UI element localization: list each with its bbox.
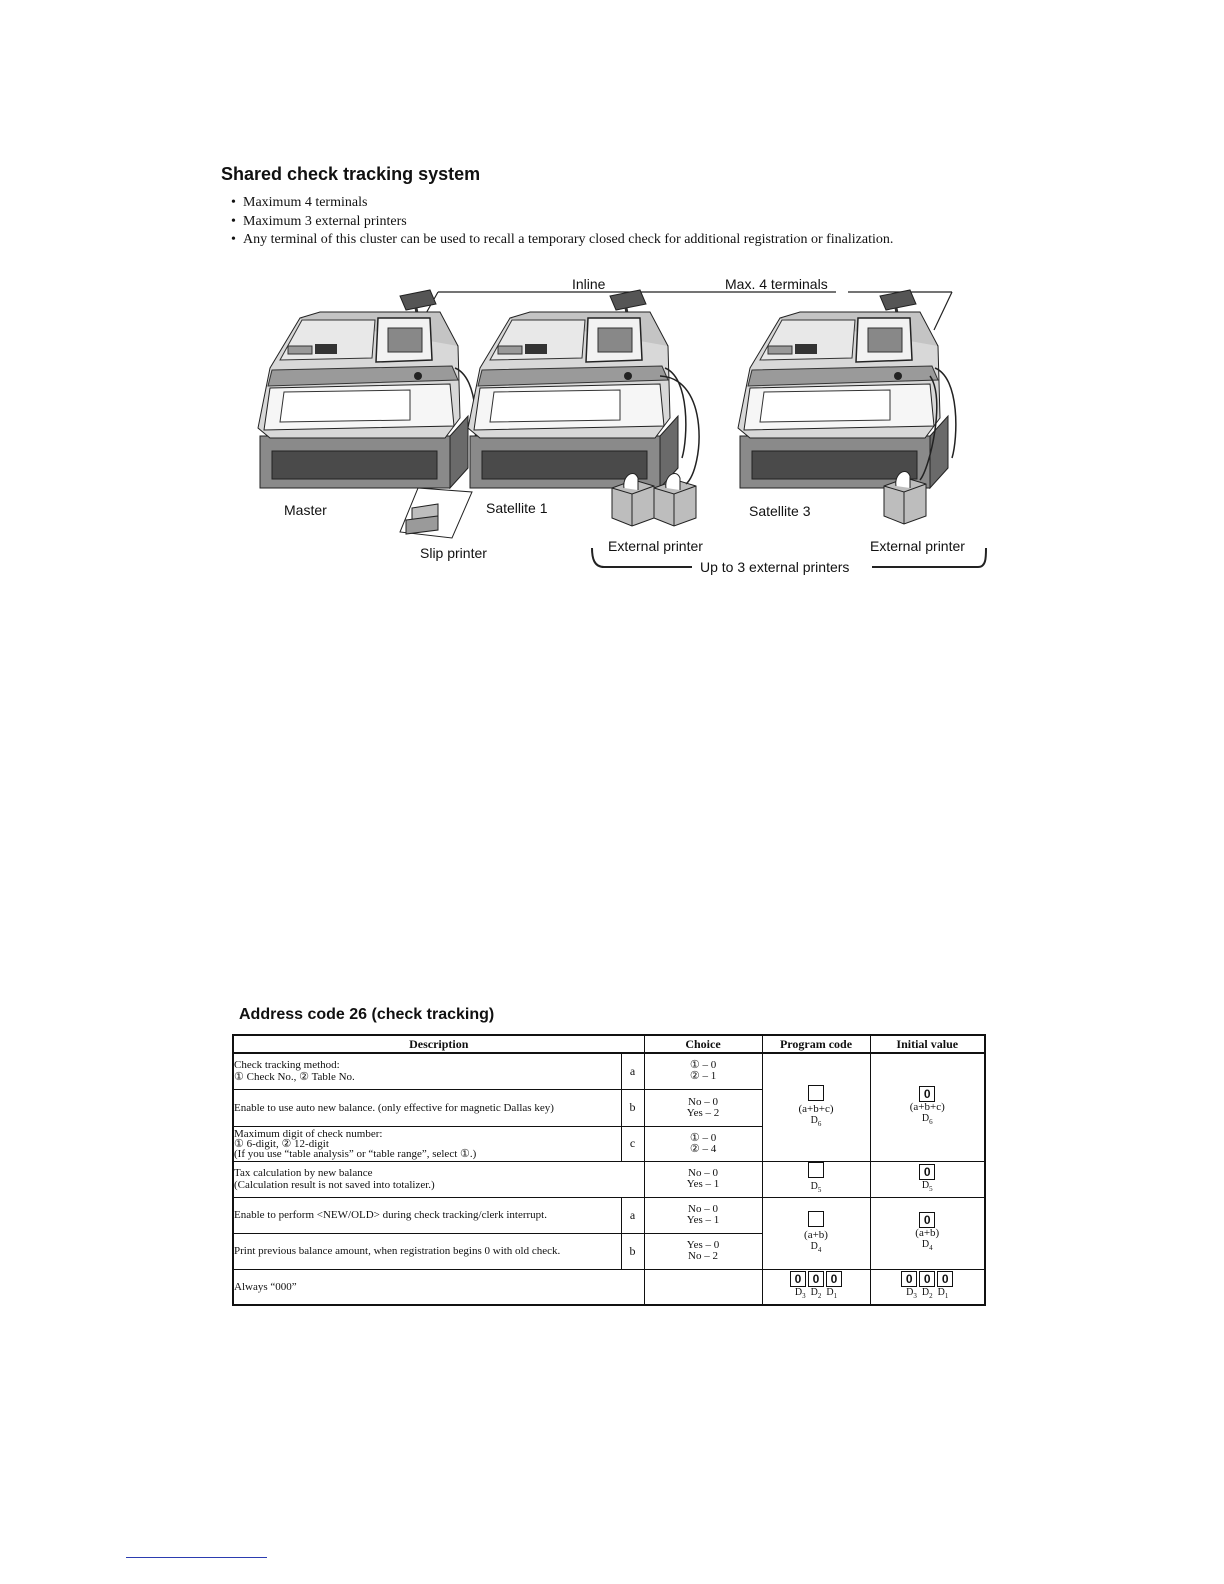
bullet-item: • Maximum 3 external printers: [231, 213, 893, 232]
slip-printer-icon: [400, 488, 472, 538]
row-description: Tax calculation by new balance (Calculation result is not saved into totalizer.): [233, 1161, 644, 1197]
program-code-d5: $D_5$: [762, 1161, 870, 1197]
address-code-table: [232, 1034, 986, 1306]
inline-label: Inline: [572, 276, 606, 292]
table-row: [233, 1161, 985, 1197]
external-printer-label: External printer: [870, 538, 965, 554]
master-terminal: [258, 290, 476, 488]
program-code-d4: (a+b) $D_4$: [762, 1197, 870, 1269]
satellite1-label: Satellite 1: [486, 500, 548, 516]
table-row: [233, 1197, 985, 1233]
row-choice: No – 0 Yes – 2: [644, 1089, 762, 1126]
row-choice: Yes – 0 No – 2: [644, 1233, 762, 1269]
header-initial-value: Initial value: [870, 1035, 985, 1053]
initial-value-d6: 0 (a+b+c) $D_6$: [870, 1053, 985, 1161]
max-terminals-label: Max. 4 terminals: [725, 276, 828, 292]
network-diagram: [240, 268, 990, 580]
table-header-row: [233, 1035, 985, 1053]
satellite3-terminal: [738, 290, 956, 488]
row-letter: b: [621, 1089, 644, 1126]
initial-value-d5: 0 $D_5$: [870, 1161, 985, 1197]
table-row: [233, 1053, 985, 1089]
section-title-shared-check: Shared check tracking system: [221, 164, 481, 184]
program-digit-box: [808, 1085, 824, 1101]
header-program-code: Program code: [762, 1035, 870, 1053]
slip-printer-label: Slip printer: [420, 545, 487, 561]
row-choice: No – 0 Yes – 1: [644, 1197, 762, 1233]
feature-bullet-list: [231, 194, 893, 250]
program-digit-box: [808, 1211, 824, 1227]
row-description: Maximum digit of check number: ① 6-digit, ② 12-digit (If you use “table analysis” or “table range”, select ①.): [233, 1126, 621, 1161]
row-letter: a: [621, 1053, 644, 1089]
row-description: Print previous balance amount, when registration begins 0 with old check.: [233, 1233, 621, 1269]
row-description: Enable to perform <NEW/OLD> during check tracking/clerk interrupt.: [233, 1197, 621, 1233]
footer-link-underline: [126, 1557, 267, 1558]
row-choice: No – 0 Yes – 1: [644, 1161, 762, 1197]
program-code-d3-d1: 0 0 0 $D_3$ $D_2$ $D_1$: [762, 1269, 870, 1305]
row-description: Enable to use auto new balance. (only effective for magnetic Dallas key): [233, 1089, 621, 1126]
satellite3-label: Satellite 3: [749, 503, 811, 519]
row-letter: a: [621, 1197, 644, 1233]
header-choice: Choice: [644, 1035, 762, 1053]
initial-value-d3-d1: 0 0 0 $D_3$ $D_2$ $D_1$: [870, 1269, 985, 1305]
table-row: [233, 1269, 985, 1305]
header-description: Description: [233, 1035, 644, 1053]
row-choice: ① – 0 ② – 4: [644, 1126, 762, 1161]
row-choice: [644, 1269, 762, 1305]
initial-value-d4: 0 (a+b) $D_4$: [870, 1197, 985, 1269]
row-description: Always “000”: [233, 1269, 644, 1305]
row-description: Check tracking method: ① Check No., ② Table No.: [233, 1053, 621, 1089]
row-choice: ① – 0 ② – 1: [644, 1053, 762, 1089]
row-letter: b: [621, 1233, 644, 1269]
up-to-printers-label: Up to 3 external printers: [700, 559, 850, 575]
section-title-address-code: Address code 26 (check tracking): [239, 1006, 495, 1023]
satellite1-terminal: [468, 290, 686, 488]
row-letter: c: [621, 1126, 644, 1161]
external-printer-label: External printer: [608, 538, 703, 554]
bullet-item: • Maximum 4 terminals: [231, 194, 893, 213]
program-digit-box: [808, 1162, 824, 1178]
bullet-item: • Any terminal of this cluster can be used to recall a temporary closed check for additional registration or finalization.: [231, 231, 893, 250]
master-label: Master: [284, 502, 327, 518]
program-code-d6: (a+b+c) $D_6$: [762, 1053, 870, 1161]
